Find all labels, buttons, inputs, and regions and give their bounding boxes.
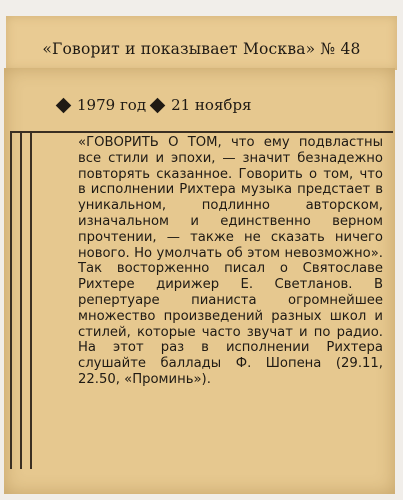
issue-year: 1979 год (77, 96, 147, 114)
vertical-rule (10, 131, 12, 469)
vertical-rule (20, 131, 22, 469)
diamond-bullet-icon (56, 97, 72, 113)
article-body: «ГОВОРИТЬ О ТОМ, что ему подвластны все стили и эпохи, — значит безнадежно повторять сказанное. Говорить о том, что в исполнении Рихтера музыка предстает в уникальном, подлинно авторском, изначальном и единственно верном прочтении, — также не сказать ничего нового. Но умолчать об этом невозможно». Так восторженно писал о Святославе Рихтере дирижер Е. Светланов. В репертуаре пианиста огромнейшее множество произведений разных школ и стилей, которые часто звучат и по радио. На этот раз в исполнении Рихтера слушайте баллады Ф. Шопена (29.11, 22.50, «Проминь»). (78, 135, 383, 387)
masthead-title: «Говорит и показывает Москва» № 48 (42, 40, 361, 58)
issue-date-line (56, 96, 252, 114)
issue-date: 21 ноября (171, 96, 252, 114)
diamond-bullet-icon (150, 97, 166, 113)
horizontal-rule (10, 131, 393, 133)
article-text-column (78, 135, 383, 388)
vertical-rule (30, 131, 32, 469)
